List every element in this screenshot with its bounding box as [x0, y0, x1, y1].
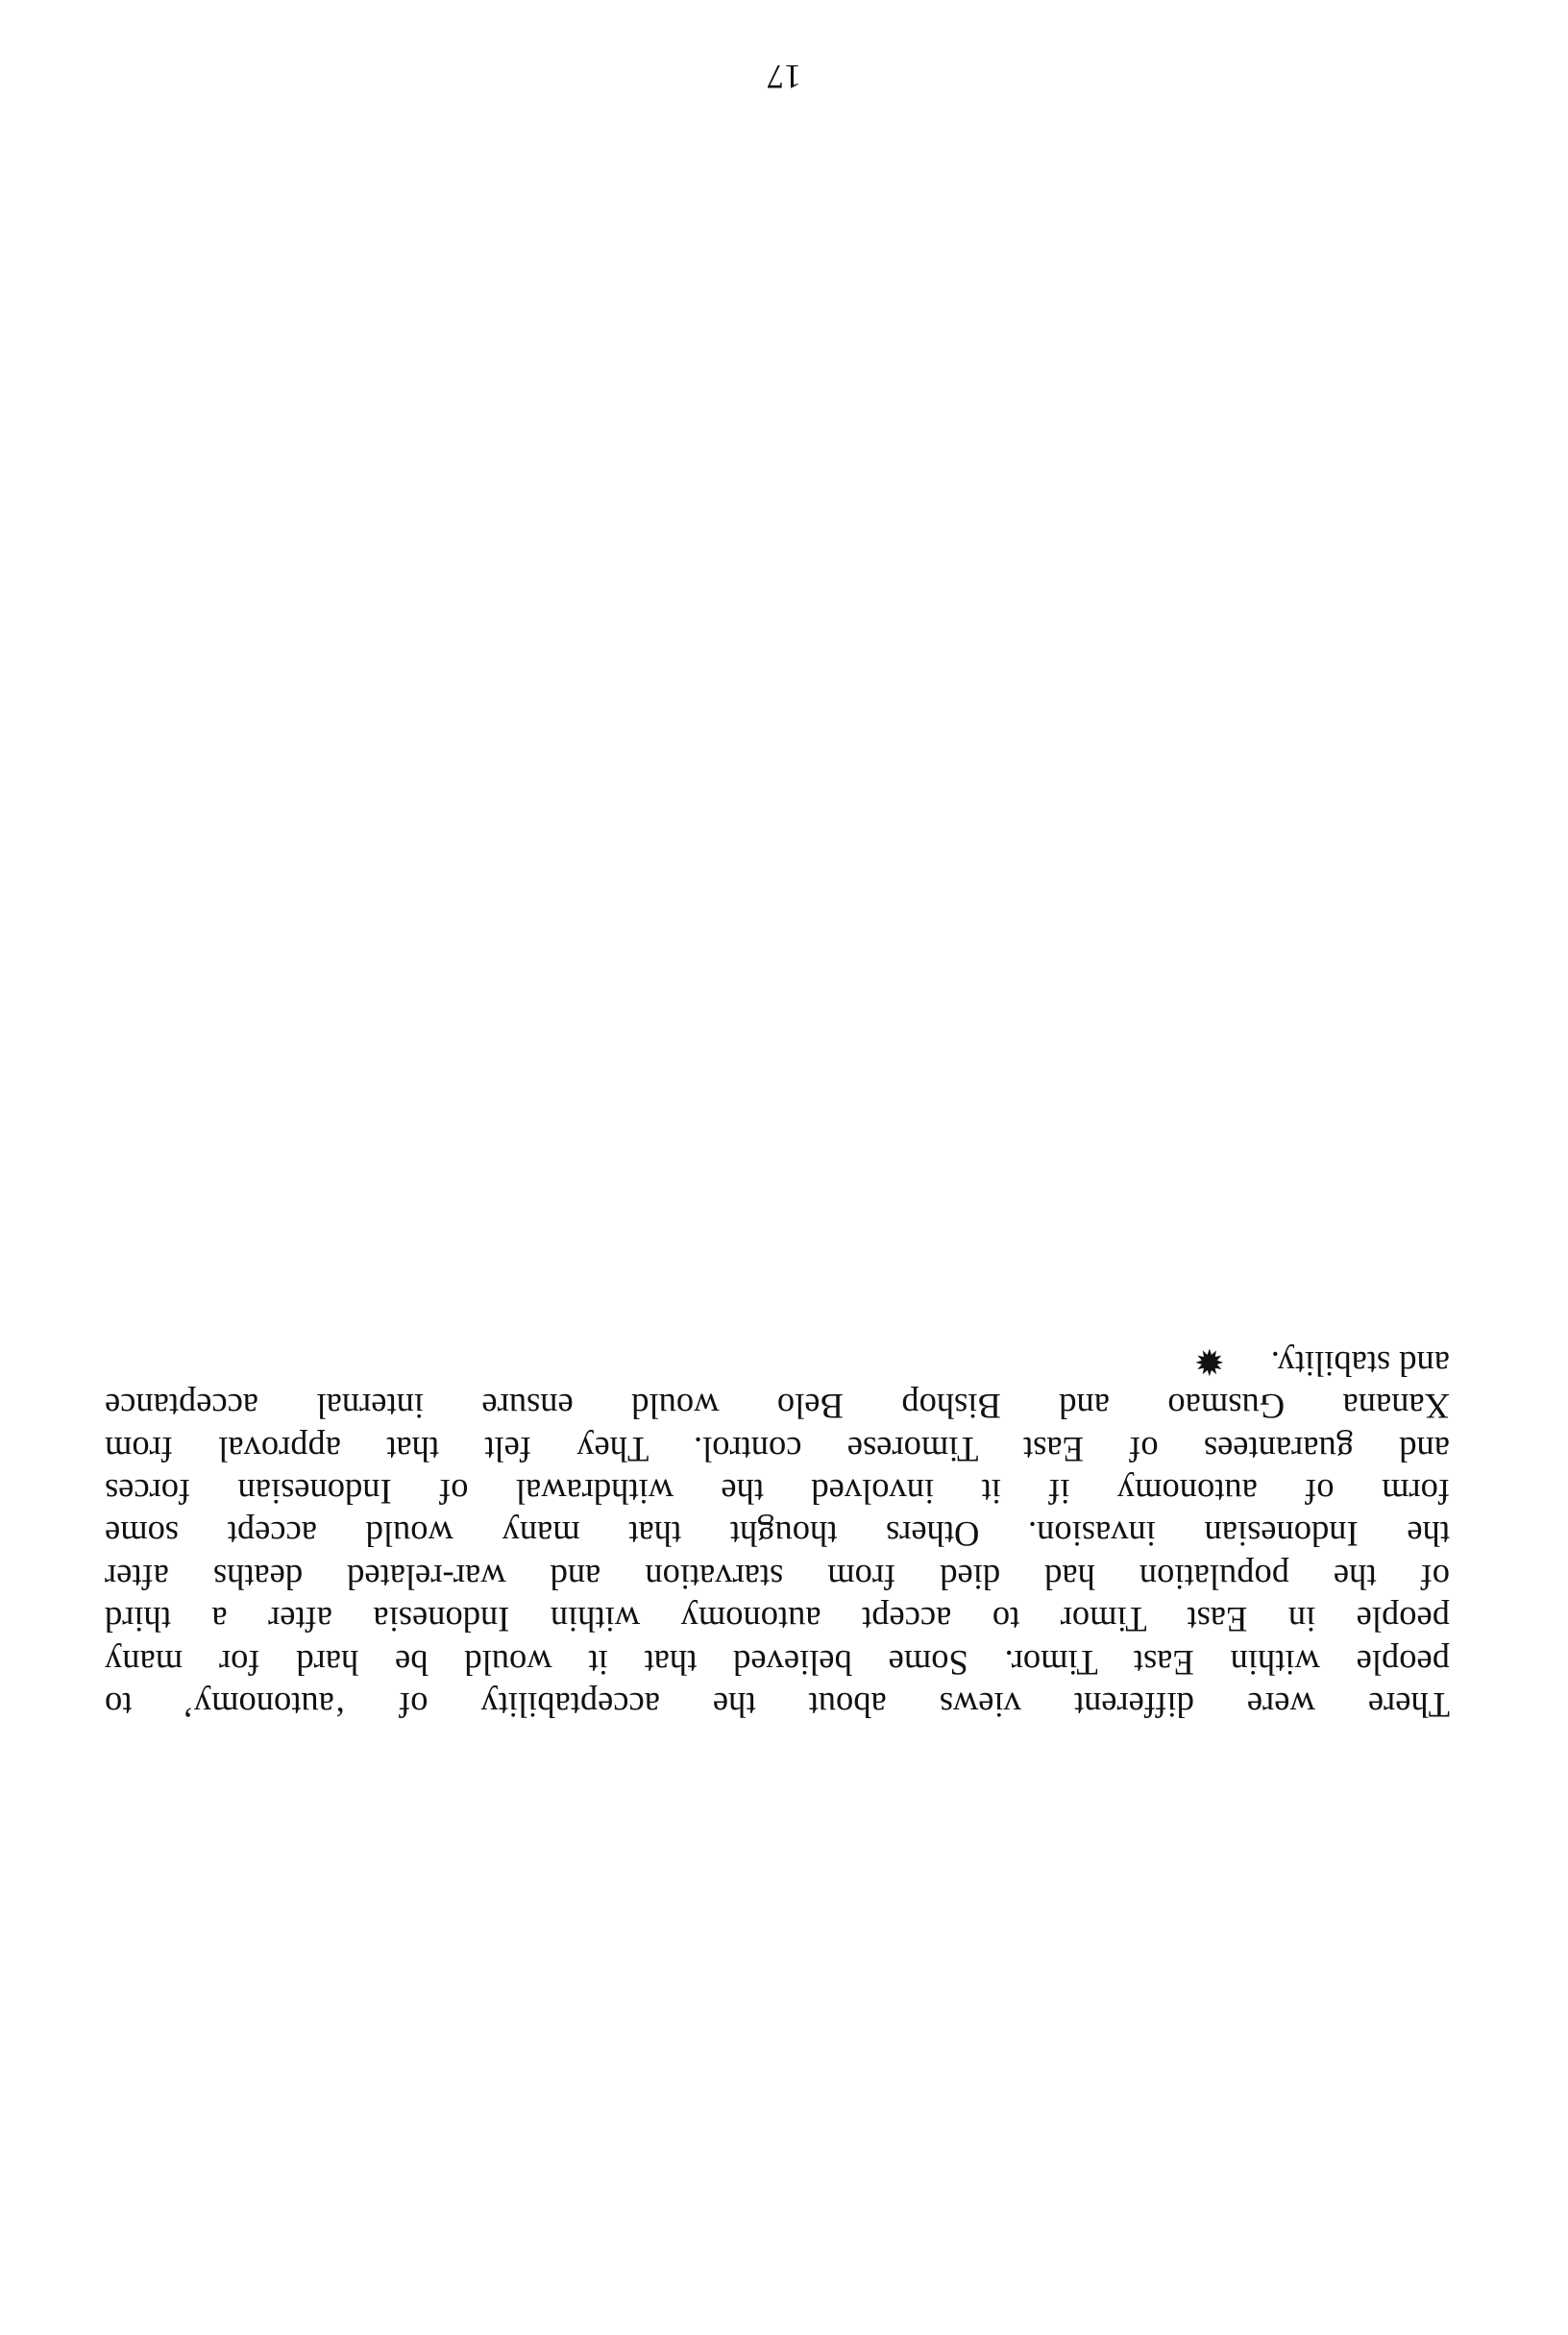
section-ornament-icon: ✹	[1193, 1340, 1225, 1381]
paragraph-line: Xanana Gusmao and Bishop Belo would ensure internal acceptance	[105, 1387, 1450, 1427]
paragraph-last-line	[105, 1341, 1450, 1384]
paragraph-line: the Indonesian invasion. Others thought that many would accept some	[105, 1514, 1450, 1555]
paragraph-line: people within East Timor. Some believed that it would be hard for many	[105, 1642, 1450, 1683]
paragraph-line: people in East Timor to accept autonomy within Indonesia after a third	[105, 1600, 1450, 1640]
body-paragraph	[105, 1341, 1450, 1726]
paragraph-line: form of autonomy if it involved the withdrawal of Indonesian forces	[105, 1471, 1450, 1512]
paragraph-line: There were different views about the acceptability of ‘autonomy’ to	[105, 1685, 1450, 1725]
page-number: 17	[767, 58, 801, 96]
paragraph-line: of the population had died from starvation and war-related deaths after	[105, 1557, 1450, 1597]
paragraph-line-text: and stability.	[1270, 1343, 1450, 1384]
paragraph-line: and guarantees of East Timorese control. They felt that approval from	[105, 1429, 1450, 1469]
